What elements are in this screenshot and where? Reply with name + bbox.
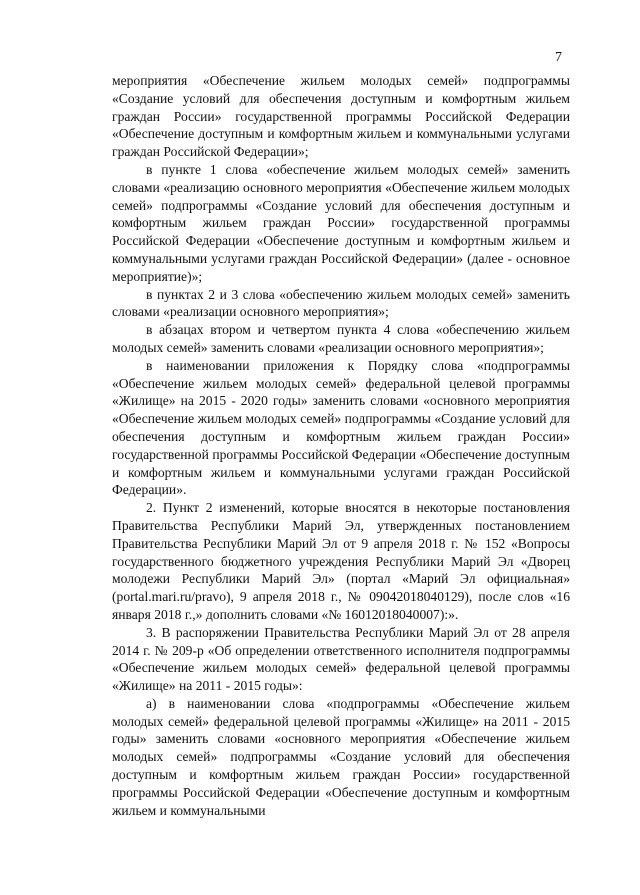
paragraph-appendix-title-amendment: в наименовании приложения к Порядку слова «подпрограммы «Обеспечение жильем молодых семей» федеральной целевой программы «Жилище» на 2015 - 2020 годы» заменить словами «основного мероприятия «Обеспечение жильем молодых семей» подпрограммы «Создание условий для обеспечения доступным и комфортным жильем граждан России» государственной программы Российской Федерации «Обеспечение доступным и комфортным жильем и коммунальными услугами граждан Российской Федерации». — [112, 357, 570, 498]
paragraph-item-3: 3. В распоряжении Правительства Республики Марий Эл от 28 апреля 2014 г. № 209-р «Об определении ответственного исполнителя подпрограммы «Обеспечение жильем молодых семей» федеральной целевой программы «Жилище» на 2011 - 2015 годы»: — [112, 624, 570, 694]
paragraph-item-2: 2. Пункт 2 изменений, которые вносятся в некоторые постановления Правительства Республики Марий Эл, утвержденных постановлением Правительства Республики Марий Эл от 9 апреля 2018 г. № 152 «Вопросы государственного бюджетного учреждения Республики Марий Эл «Дворец молодежи Республики Марий Эл» (портал «Марий Эл официальная» (portal.mari.ru/pravo), 9 апреля 2018 г., № 09042018040129), после слов «16 января 2018 г.,» дополнить словами «№ 16012018040007):». — [112, 500, 570, 622]
paragraph-point-1-amendment: в пункте 1 слова «обеспечение жильем молодых семей» заменить словами «реализацию основного мероприятия «Обеспечение жильем молодых семей» подпрограммы «Создание условий для обеспечения доступным и комфортным жильем граждан России» государственной программы Российской Федерации «Обеспечение доступным и комфортным жильем и коммунальными услугами граждан Российской Федерации» (далее - основное мероприятие)»; — [112, 161, 570, 284]
paragraph-point-4-amendment: в абзацах втором и четвертом пункта 4 слова «обеспечению жильем молодых семей» заменить словами «реализации основного мероприятия»; — [112, 322, 570, 355]
document-body — [112, 72, 570, 819]
paragraph-continuation: мероприятия «Обеспечение жильем молодых семей» подпрограммы «Создание условий для обеспечения доступным и комфортным жильем граждан России» государственной программы Российской Федерации «Обеспечение доступным и комфортным жильем и коммунальными услугами граждан Российской Федерации»; — [112, 73, 570, 160]
page-number: 7 — [555, 50, 562, 65]
paragraph-subitem-a: а) в наименовании слова «подпрограммы «Обеспечение жильем молодых семей» федеральной целевой программы «Жилище» на 2011 - 2015 годы» заменить словами «основного мероприятия «Обеспечение жильем молодых семей» подпрограммы «Создание условий для обеспечения доступным и комфортным жильем граждан России» государственной программы Российской Федерации «Обеспечение доступным и комфортным жильем и коммунальными — [112, 695, 570, 818]
paragraph-points-2-3-amendment: в пунктах 2 и 3 слова «обеспечению жильем молодых семей» заменить словами «реализации основного мероприятия»; — [112, 286, 570, 320]
